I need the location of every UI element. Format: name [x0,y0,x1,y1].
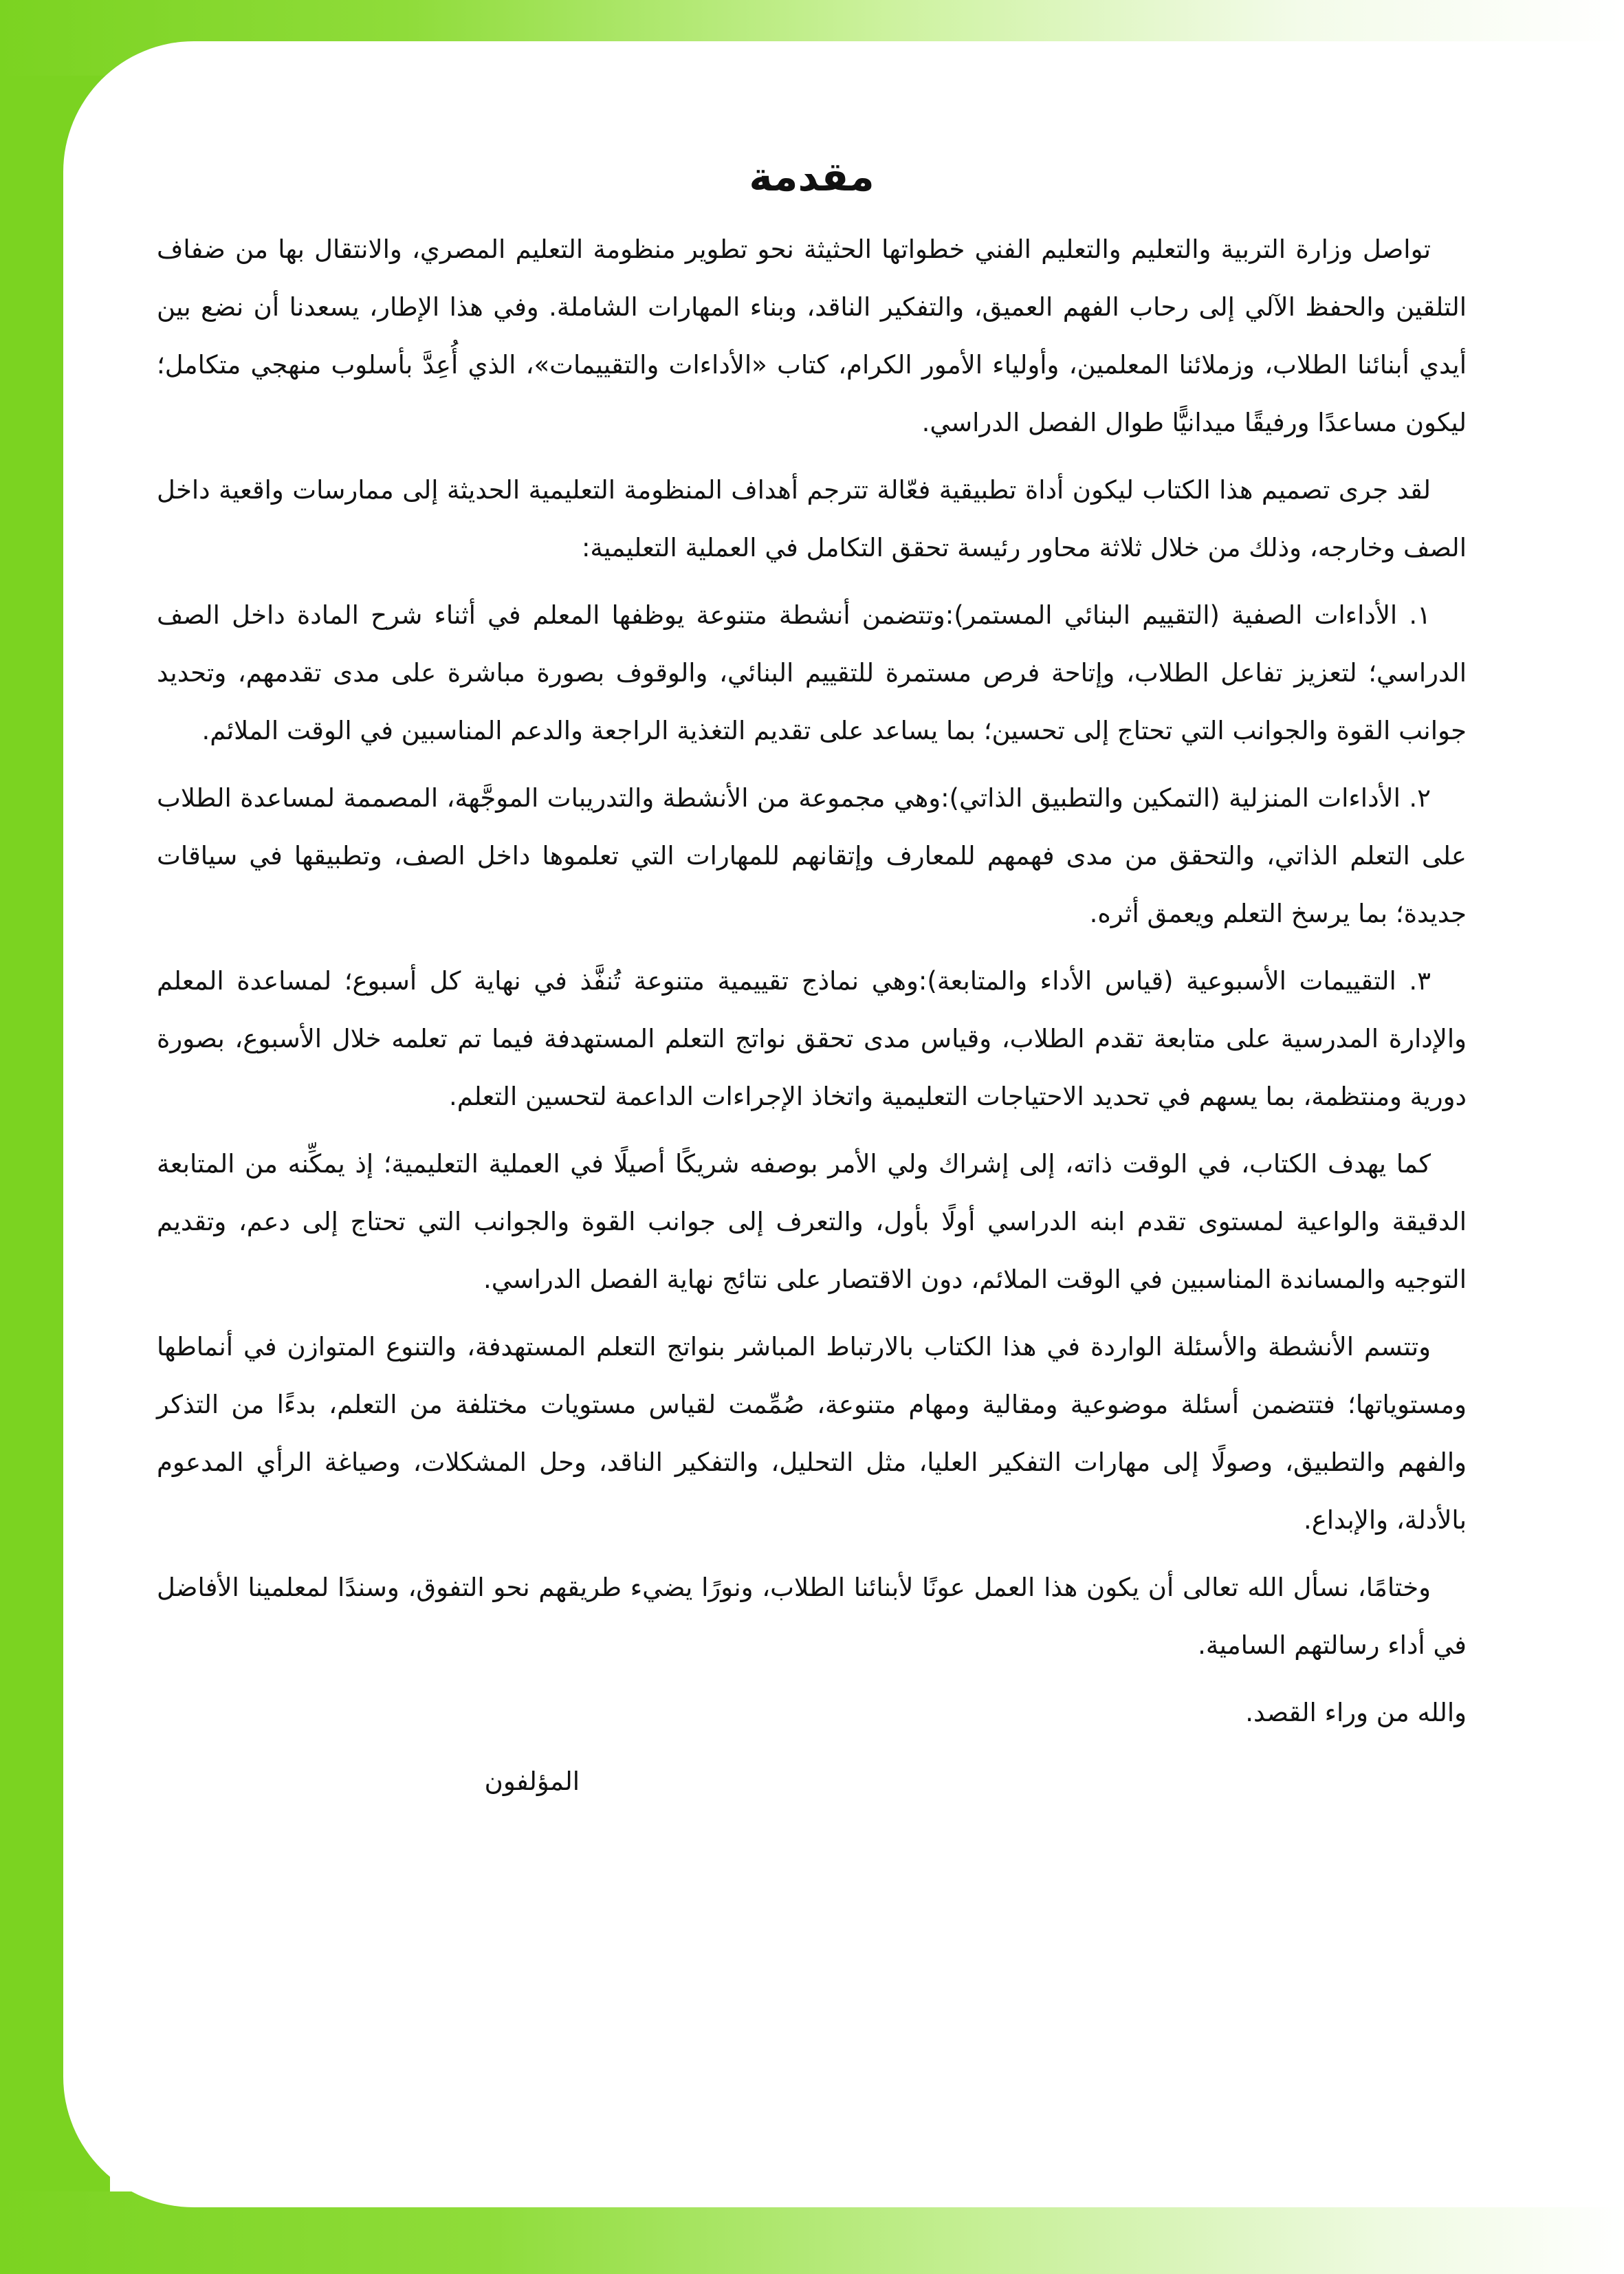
paragraph-design: لقد جرى تصميم هذا الكتاب ليكون أداة تطبيقية فعّالة تترجم أهداف المنظومة التعليمية الحديثة إلى ممارسات واقعية داخل الصف وخارجه، وذلك من خلال ثلاثة محاور رئيسة تحقق التكامل في العملية التعليمية: [157,475,1467,563]
paragraph-conclusion: وختامًا، نسأل الله تعالى أن يكون هذا العمل عونًا لأبنائنا الطلاب، ونورًا يضيء طريقهم نحو التفوق، وسندًا لمعلمينا الأفاضل في أداء رسالتهم السامية. [157,1573,1467,1661]
list-item-home-performance: ٢. الأداءات المنزلية (التمكين والتطبيق الذاتي):وهي مجموعة من الأنشطة والتدريبات الموجَّهة، المصممة لمساعدة الطلاب على التعلم الذاتي، والتحقق من مدى فهمهم للمعارف وإتقانهم للمهارات التي تعلموها داخل الصف، وتطبيقها في سياقات جديدة؛ بما يرسخ التعلم ويعمق أثره. [157,783,1467,929]
paragraph-parents: كما يهدف الكتاب، في الوقت ذاته، إلى إشراك ولي الأمر بوصفه شريكًا أصيلًا في العملية التعليمية؛ إذ يمكِّنه من المتابعة الدقيقة والواعية لمستوى تقدم ابنه الدراسي أولًا بأول، والتعرف إلى جوانب القوة والجوانب التي تحتاج إلى دعم، وتقديم التوجيه والمساندة المناسبين في الوقت الملائم، دون الاقتصار على نتائج نهاية الفصل الدراسي. [157,1149,1467,1295]
closing-line: والله من وراء القصد. [1245,1698,1467,1728]
page-title: مقدمة [749,153,875,200]
paragraph-activities: وتتسم الأنشطة والأسئلة الواردة في هذا الكتاب بالارتباط المباشر بنواتج التعلم المستهدفة، والتنوع المتوازن في أنماطها ومستوياتها؛ فتتضمن أسئلة موضوعية ومقالية ومهام متنوعة، صُمِّمت لقياس مستويات مختلفة من التعلم، بدءًا من التذكر والفهم والتطبيق، وصولًا إلى مهارات التفكير العليا، مثل التحليل، والتفكير الناقد، وحل المشكلات، وصياغة الرأي المدعوم بالأدلة، والإبداع. [157,1332,1467,1535]
introduction-text [157,151,1467,1811]
paragraph-intro: تواصل وزارة التربية والتعليم والتعليم الفني خطواتها الحثيثة نحو تطوير منظومة التعليم المصري، والانتقال بها من ضفاف التلقين والحفظ الآلي إلى رحاب الفهم العميق، والتفكير الناقد، وبناء المهارات الشاملة. وفي هذا الإطار، يسعدنا أن نضع بين أيدي أبنائنا الطلاب، وزملائنا المعلمين، وأولياء الأمور الكرام، كتاب «الأداءات والتقييمات»، الذي أُعِدَّ بأسلوب منهجي متكامل؛ ليكون مساعدًا ورفيقًا ميدانيًّا طوال الفصل الدراسي. [157,234,1467,438]
authors-signature: المؤلفون [484,1767,580,1797]
list-item-weekly-assessments: ٣. التقييمات الأسبوعية (قياس الأداء والمتابعة):وهي نماذج تقييمية متنوعة تُنفَّذ في نهاية كل أسبوع؛ لمساعدة المعلم والإدارة المدرسية على متابعة تقدم الطلاب، وقياس مدى تحقق نواتج التعلم المستهدفة فيما تم تعلمه خلال الأسبوع، بصورة دورية ومنتظمة، بما يسهم في تحديد الاحتياجات التعليمية واتخاذ الإجراءات الداعمة لتحسين التعلم. [157,966,1467,1112]
list-item-classroom-performance: ١. الأداءات الصفية (التقييم البنائي المستمر):وتتضمن أنشطة متنوعة يوظفها المعلم في أثناء شرح المادة داخل الصف الدراسي؛ لتعزيز تفاعل الطلاب، وإتاحة فرص مستمرة للتقييم البنائي، والوقوف بصورة مباشرة على مدى تقدمهم، وتحديد جوانب القوة والجوانب التي تحتاج إلى تحسين؛ بما يساعد على تقديم التغذية الراجعة والدعم المناسبين في الوقت الملائم. [157,600,1467,746]
